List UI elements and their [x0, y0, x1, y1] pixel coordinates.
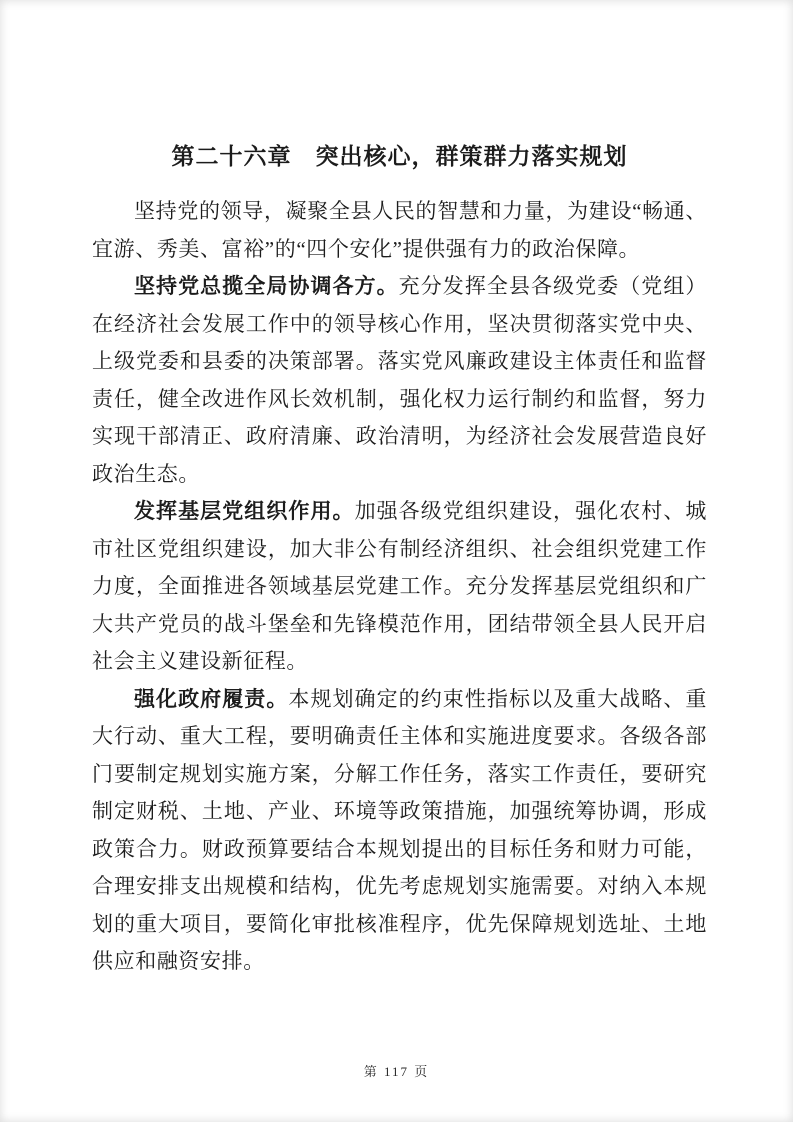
paragraph-2-lead: 坚持党总揽全局协调各方。 [134, 274, 399, 298]
paragraph-3 [92, 493, 707, 681]
paragraph-2-text: 充分发挥全县各级党委（党组）在经济社会发展工作中的领导核心作用，坚决贯彻落实党中央、上级党委和县委的决策部署。落实党风廉政建设主体责任和监督责任，健全改进作风长效机制，强化权力运行制约和监督，努力实现干部清正、政府清廉、政治清明，为经济社会发展营造良好政治生态。 [92, 274, 707, 486]
paragraph-4-text: 本规划确定的约束性指标以及重大战略、重大行动、重大工程，要明确责任主体和实施进度要求。各级各部门要制定规划实施方案，分解工作任务，落实工作责任，要研究制定财税、土地、产业、环境等政策措施，加强统筹协调，形成政策合力。财政预算要结合本规划提出的目标任务和财力可能，合理安排支出规模和结构，优先考虑规划实施需要。对纳入本规划的重大项目，要简化审批核准程序，优先保障规划选址、土地供应和融资安排。 [92, 686, 707, 973]
chapter-title: 第二十六章 突出核心，群策群力落实规划 [171, 144, 628, 169]
paragraph-1-text: 坚持党的领导，凝聚全县人民的智慧和力量，为建设“畅通、宜游、秀美、富裕”的“四个安化”提供强有力的政治保障。 [92, 199, 707, 261]
paragraph-4 [92, 681, 707, 981]
paragraph-3-lead: 发挥基层党组织作用。 [134, 499, 355, 523]
page-number: 第 117 页 [363, 1064, 430, 1079]
paragraph-4-lead: 强化政府履责。 [134, 686, 289, 711]
document-content [92, 138, 707, 981]
paragraph-2 [92, 268, 707, 493]
paragraph-1 [92, 193, 707, 268]
paragraph-3-text: 加强各级党组织建设，强化农村、城市社区党组织建设，加大非公有制经济组织、社会组织党建工作力度，全面推进各领域基层党建工作。充分发挥基层党组织和广大共产党员的战斗堡垒和先锋模范作用，团结带领全县人民开启社会主义建设新征程。 [92, 499, 707, 673]
